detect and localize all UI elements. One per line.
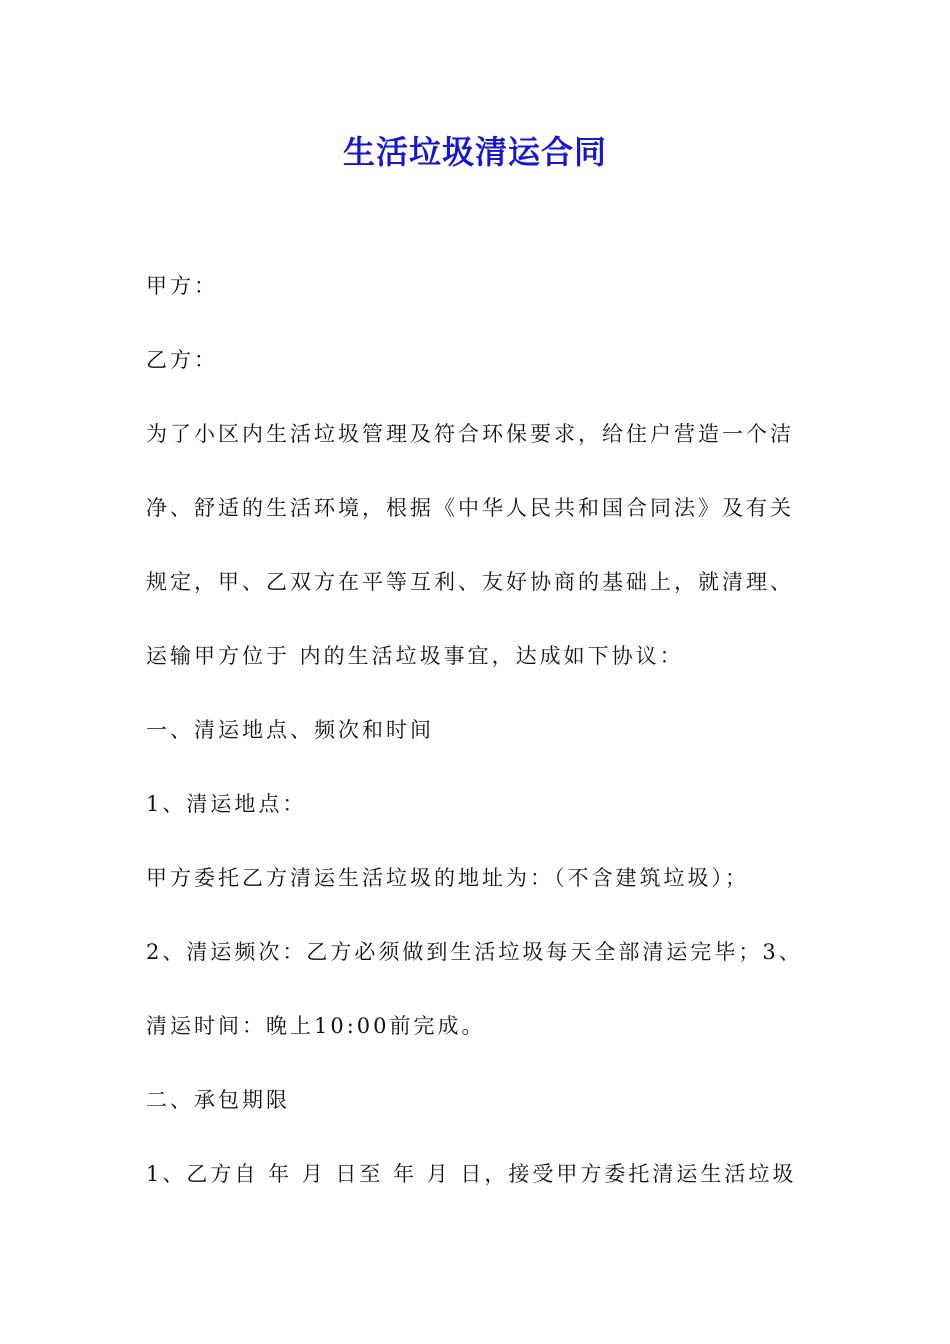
clause-1-1-detail: 甲方委托乙方清运生活垃圾的地址为：（不含建筑垃圾）； xyxy=(146,866,749,890)
section-1-heading: 一、清运地点、频次和时间 xyxy=(146,718,434,742)
clause-1-2: 2、清运频次：乙方必须做到生活垃圾每天全部清运完毕；3、 xyxy=(146,940,803,964)
preamble-line-1: 为了小区内生活垃圾管理及符合环保要求，给住户营造一个洁 xyxy=(146,422,794,446)
preamble-line-4: 运输甲方位于 内的生活垃圾事宜，达成如下协议： xyxy=(146,644,684,668)
clause-2-1: 1、乙方自 年 月 日至 年 月 日，接受甲方委托清运生活垃圾 xyxy=(146,1162,797,1186)
document-body xyxy=(146,266,806,1228)
preamble-line-3: 规定，甲、乙双方在平等互利、友好协商的基础上，就清理、 xyxy=(146,570,794,594)
preamble-line-2: 净、舒适的生活环境，根据《中华人民共和国合同法》及有关 xyxy=(146,496,794,520)
clause-1-3: 清运时间：晚上10:00前完成。 xyxy=(146,1014,486,1038)
document-title: 生活垃圾清运合同 xyxy=(342,133,607,171)
party-a-line: 甲方： xyxy=(146,274,218,298)
section-2-heading: 二、承包期限 xyxy=(146,1088,290,1112)
clause-1-1: 1、清运地点： xyxy=(146,792,307,816)
party-b-line: 乙方： xyxy=(146,348,218,372)
